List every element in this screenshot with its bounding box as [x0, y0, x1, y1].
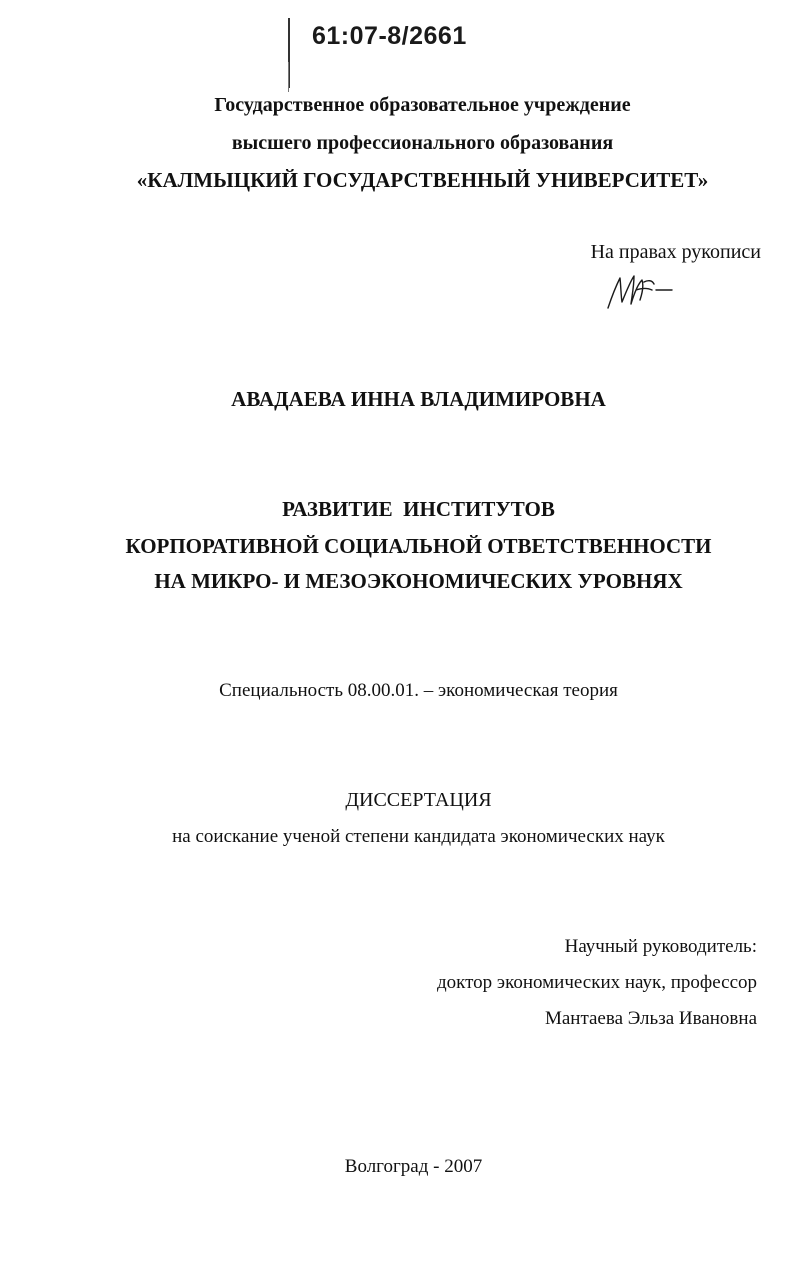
university-name: «КАЛМЫЦКИЙ ГОСУДАРСТВЕННЫЙ УНИВЕРСИТЕТ» [136, 168, 709, 192]
handwritten-signature [604, 268, 676, 312]
supervisor-name: Мантаева Эльза Ивановна [544, 1008, 757, 1029]
stamp-divider-line-lower [288, 62, 289, 92]
thesis-title-line-1: РАЗВИТИЕ ИНСТИТУТОВ [282, 497, 555, 521]
specialty: Специальность 08.00.01. – экономическая теория [219, 680, 618, 701]
manuscript-note: На правах рукописи [590, 241, 761, 263]
institution-line-2: высшего профессионального образования [231, 132, 614, 154]
city-year: Волгоград - 2007 [344, 1156, 483, 1177]
author-name: АВАДАЕВА ИННА ВЛАДИМИРОВНА [231, 387, 606, 411]
supervisor-credentials: доктор экономических наук, профессор [436, 972, 757, 993]
document-type: ДИССЕРТАЦИЯ [345, 789, 492, 811]
degree-statement: на соискание ученой степени кандидата экономических наук [172, 826, 665, 847]
thesis-title-line-2: КОРПОРАТИВНОЙ СОЦИАЛЬНОЙ ОТВЕТСТВЕННОСТИ [125, 534, 712, 558]
institution-line-1: Государственное образовательное учреждение [214, 94, 631, 116]
archive-code: 61:07-8/2661 [312, 22, 467, 50]
supervisor-label: Научный руководитель: [564, 936, 757, 957]
thesis-title-line-3: НА МИКРО- И МЕЗОЭКОНОМИЧЕСКИХ УРОВНЯХ [154, 569, 683, 593]
